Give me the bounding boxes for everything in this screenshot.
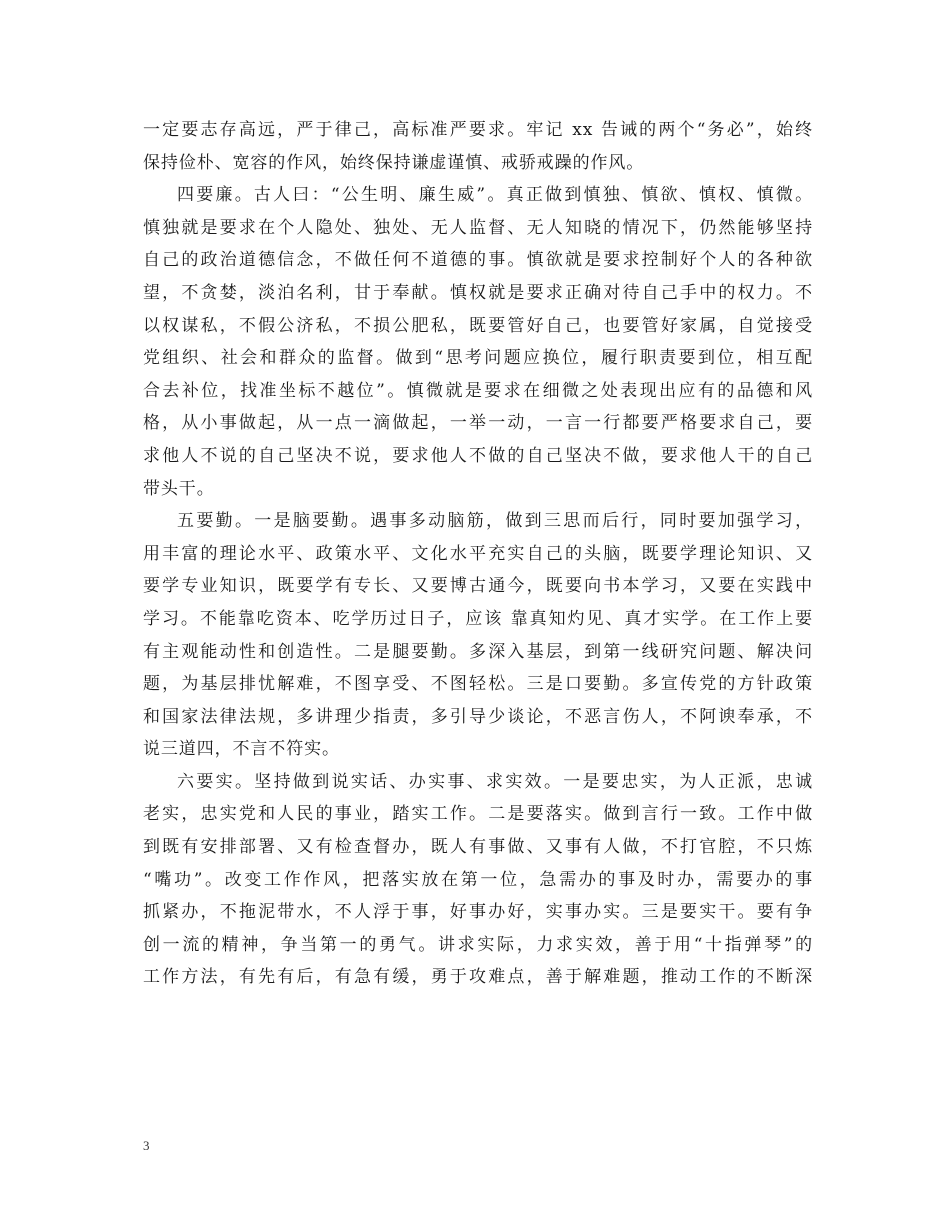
text-line: 慎独就是要求在个人隐处、独处、无人监督、无人知晓的情况下，仍然能够坚持 (143, 217, 813, 238)
text-line: 和国家法律法规，多讲理少指责，多引导少谈论，不恶言伤人，不阿谀奉承，不 (143, 706, 813, 727)
text-line: 用丰富的理论水平、政策水平、文化水平充实自己的头脑，既要学理论知识、又 (143, 543, 813, 564)
paragraph-start-line: 四要廉。古人曰：“公生明、廉生威”。真正做到慎独、慎欲、慎权、慎微。 (177, 185, 813, 206)
text-line: 到既有安排部署、又有检查督办，既人有事做、又事有人做，不打官腔，不只炼 (143, 837, 813, 858)
text-line: 合去补位，找准坐标不越位”。慎微就是要求在细微之处表现出应有的品德和风 (143, 380, 813, 401)
paragraph-start-line: 六要实。坚持做到说实话、办实事、求实效。一是要忠实，为人正派，忠诚 (177, 771, 813, 792)
text-line: 党组织、社会和群众的监督。做到“思考问题应换位，履行职责要到位，相互配 (143, 348, 813, 369)
body-text (143, 114, 813, 994)
text-line: 求他人不说的自己坚决不说，要求他人不做的自己坚决不做，要求他人干的自己 (143, 445, 813, 466)
text-line: 要学专业知识，既要学有专长、又要博古通今，既要向书本学习，又要在实践中 (143, 576, 813, 597)
text-line: 说三道四，不言不符实。 (143, 739, 340, 760)
paragraph-start-line: 五要勤。一是脑要勤。遇事多动脑筋，做到三思而后行，同时要加强学习， (177, 511, 813, 532)
page-number: 3 (143, 1138, 150, 1153)
text-line: 工作方法，有先有后，有急有缓，勇于攻难点，善于解难题，推动工作的不断深 (143, 967, 813, 988)
text-line: 以权谋私，不假公济私，不损公肥私，既要管好自己，也要管好家属，自觉接受 (143, 315, 813, 336)
text-line: 保持俭朴、宽容的作风，始终保持谦虚谨慎、戒骄戒躁的作风。 (143, 152, 645, 173)
text-line: 带头干。 (143, 478, 215, 499)
text-line: 一定要志存高远，严于律己，高标准严要求。牢记 xx 告诫的两个“务必”，始终 (143, 120, 813, 140)
text-line: 自己的政治道德信念，不做任何不道德的事。慎欲就是要求控制好个人的各种欲 (143, 250, 813, 271)
text-line: 创一流的精神，争当第一的勇气。讲求实际，力求实效，善于用“十指弹琴”的 (143, 934, 813, 955)
text-line: 望，不贪婪，淡泊名利，甘于奉献。慎权就是要求正确对待自己手中的权力。不 (143, 282, 813, 303)
text-line: 题，为基层排忧解难，不图享受、不图轻松。三是口要勤。多宣传党的方针政策 (143, 674, 813, 695)
text-line: 老实，忠实党和人民的事业，踏实工作。二是要落实。做到言行一致。工作中做 (143, 804, 813, 825)
text-line: 学习。不能靠吃资本、吃学历过日子，应该 靠真知灼见、真才实学。在工作上要 (143, 608, 813, 629)
text-line: “嘴功”。改变工作作风，把落实放在第一位，急需办的事及时办，需要办的事 (143, 869, 813, 890)
text-line: 格，从小事做起，从一点一滴做起，一举一动，一言一行都要严格要求自己，要 (143, 413, 813, 434)
text-line: 有主观能动性和创造性。二是腿要勤。多深入基层，到第一线研究问题、解决问 (143, 641, 813, 662)
text-line: 抓紧办，不拖泥带水，不人浮于事，好事办好，实事办实。三是要实干。要有争 (143, 902, 813, 923)
